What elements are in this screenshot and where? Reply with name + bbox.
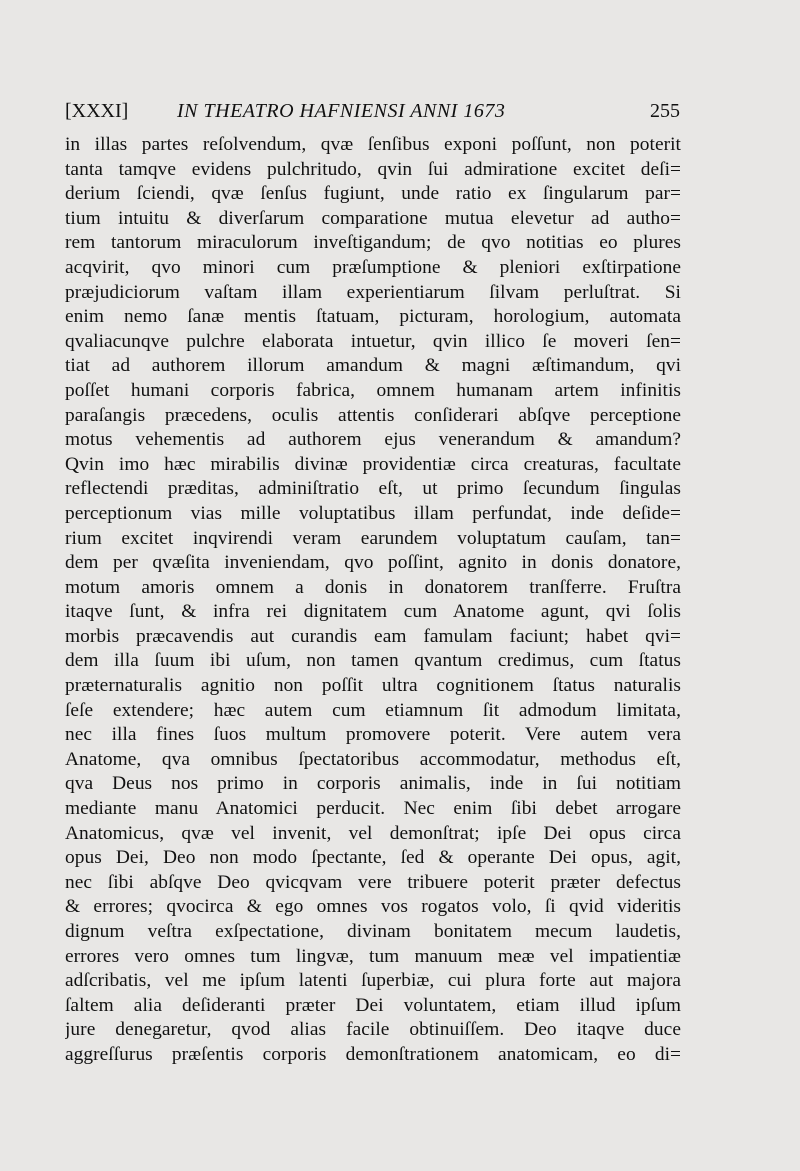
text-line: tium intuitu & diverſarum comparatione mutua elevetur ad autho= bbox=[65, 207, 681, 229]
text-line: qva Deus nos primo in corporis animalis, inde in ſui notitiam bbox=[65, 773, 681, 795]
text-line: adſcribatis, vel me ipſum latenti ſuperbiæ, cui plura forte aut majora bbox=[65, 970, 681, 992]
text-line: motus vehementis ad authorem ejus venerandum & amandum? bbox=[65, 429, 681, 451]
text-line: perceptionum vias mille voluptatibus illam perfundat, inde deſide= bbox=[65, 502, 681, 524]
text-line: paraſangis præcedens, oculis attentis conſiderari abſqve perceptione bbox=[65, 404, 681, 426]
text-line: qvaliacunqve pulchre elaborata intuetur, qvin illico ſe moveri ſen= bbox=[65, 330, 681, 352]
text-line: præternaturalis agnitio non poſſit ultra cognitionem ſtatus naturalis bbox=[65, 675, 681, 697]
text-line: motum amoris omnem a donis in donatorem tranſferre. Fruſtra bbox=[65, 576, 681, 598]
text-line: Anatome, qva omnibus ſpectatoribus accommodatur, methodus eſt, bbox=[65, 748, 681, 770]
text-line: tiat ad authorem illorum amandum & magni æſtimandum, qvi bbox=[65, 355, 681, 377]
text-line: ſeſe extendere; hæc autem cum etiamnum ſit admodum limitata, bbox=[65, 699, 681, 721]
text-line: tanta tamqve evidens pulchritudo, qvin ſui admiratione excitet deſi= bbox=[65, 158, 681, 180]
text-line: opus Dei, Deo non modo ſpectante, ſed & operante Dei opus, agit, bbox=[65, 847, 681, 869]
text-line: Anatomicus, qvæ vel invenit, vel demonſtrat; ipſe Dei opus circa bbox=[65, 822, 681, 844]
text-line: poſſet humani corporis fabrica, omnem humanam artem infinitis bbox=[65, 379, 681, 401]
section-number: [XXXI] bbox=[65, 100, 129, 122]
text-line: dignum veſtra exſpectatione, divinam bonitatem mecum laudetis, bbox=[65, 921, 681, 942]
text-line: ſaltem alia deſideranti præter Dei voluntatem, etiam illud ipſum bbox=[65, 994, 681, 1016]
text-line: & errores; qvocirca & ego omnes vos rogatos volo, ſi qvid videritis bbox=[65, 896, 681, 918]
running-title: IN THEATRO HAFNIENSI ANNI 1673 bbox=[177, 100, 506, 122]
text-line: Qvin imo hæc mirabilis divinæ providentiæ circa creaturas, facultate bbox=[65, 453, 681, 475]
text-line: mediante manu Anatomici perducit. Nec enim ſibi debet arrogare bbox=[65, 798, 681, 820]
text-line: rium excitet inqvirendi veram earundem voluptatum cauſam, tan= bbox=[65, 527, 681, 549]
running-header bbox=[65, 98, 680, 124]
text-line: dem illa ſuum ibi uſum, non tamen qvantum credimus, cum ſtatus bbox=[65, 650, 681, 672]
text-line: reflectendi præditas, adminiſtratio eſt, ut primo ſecundum ſingulas bbox=[65, 478, 681, 500]
text-line: errores vero omnes tum lingvæ, tum manuum meæ vel impatientiæ bbox=[65, 945, 681, 967]
text-line: dem per qvæſita inveniendam, qvo poſſint, agnito in donis donatore, bbox=[65, 552, 681, 574]
text-line: derium ſciendi, qvæ ſenſus fugiunt, unde ratio ex ſingularum par= bbox=[65, 183, 681, 205]
text-line: aggreſſurus præſentis corporis demonſtrationem anatomicam, eo di= bbox=[65, 1043, 681, 1065]
body-text bbox=[65, 133, 681, 1068]
text-line: enim nemo ſanæ mentis ſtatuam, picturam, horologium, automata bbox=[65, 306, 681, 328]
text-line: morbis præcavendis aut curandis eam famulam faciunt; habet qvi= bbox=[65, 625, 681, 647]
text-line: in illas partes reſolvendum, qvæ ſenſibus exponi poſſunt, non poterit bbox=[65, 134, 681, 155]
text-line: jure denegaretur, qvod alias facile obtinuiſſem. Deo itaqve duce bbox=[65, 1019, 681, 1041]
text-line: præjudiciorum vaſtam illam experientiarum ſilvam perluſtrat. Si bbox=[65, 281, 681, 303]
text-line: nec illa fines ſuos multum promovere poterit. Vere autem vera bbox=[65, 724, 681, 746]
text-line: nec ſibi abſqve Deo qvicqvam vere tribuere poterit præter defectus bbox=[65, 871, 681, 893]
text-line: acqvirit, qvo minori cum præſumptione & pleniori exſtirpatione bbox=[65, 256, 681, 278]
text-line: rem tantorum miraculorum inveſtigandum; de qvo notitias eo plures bbox=[65, 232, 681, 254]
text-line: itaqve ſunt, & infra rei dignitatem cum Anatome agunt, qvi ſolis bbox=[65, 601, 681, 623]
page-number: 255 bbox=[650, 100, 680, 122]
